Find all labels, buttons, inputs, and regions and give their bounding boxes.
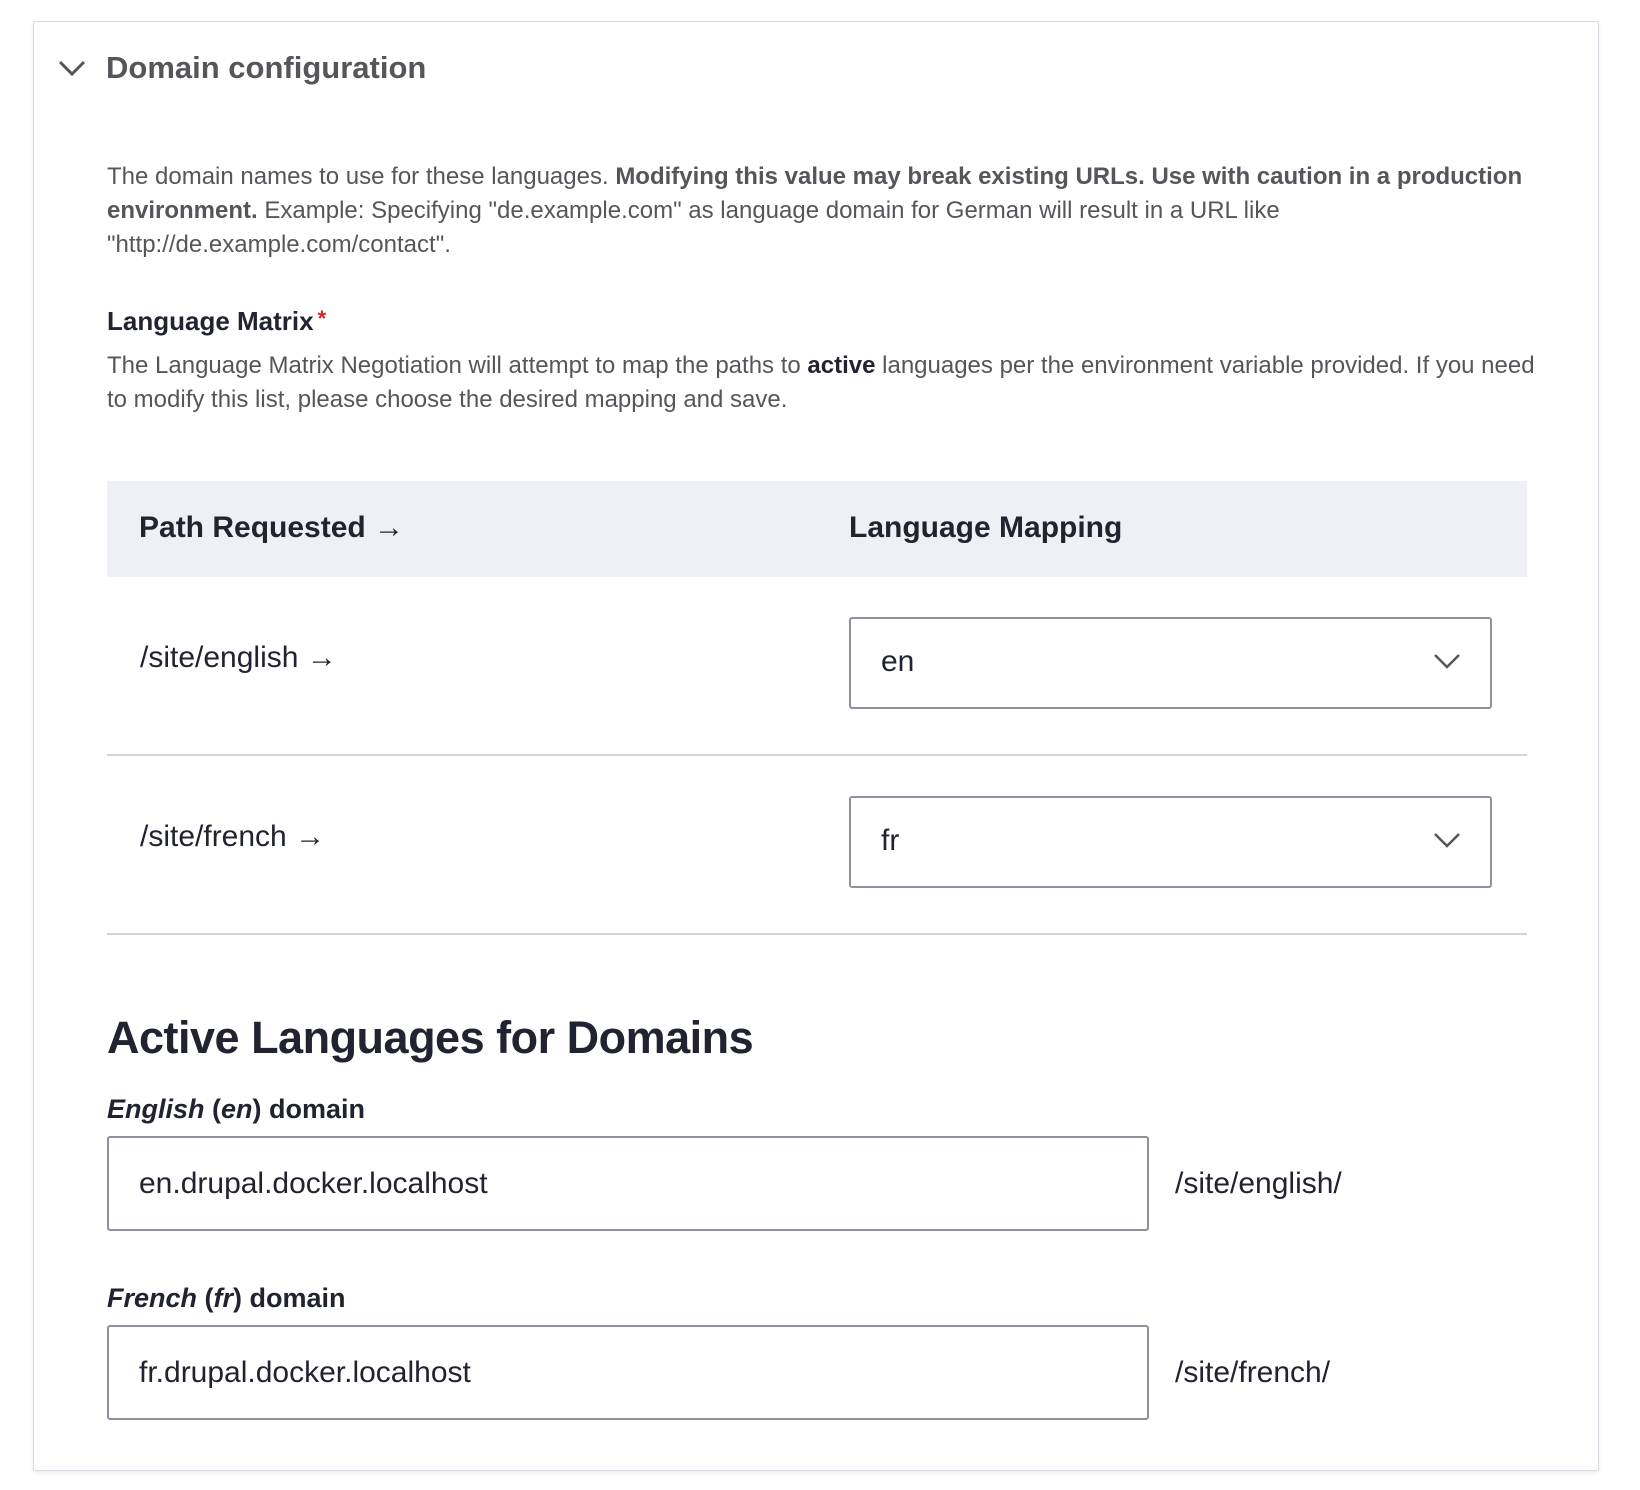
matrix-desc-bold: active [807, 352, 876, 379]
details-summary-toggle[interactable] [58, 50, 426, 86]
selected-value: en [881, 645, 915, 678]
english-domain-label: English (en) domain [107, 1094, 366, 1124]
table-row [107, 577, 1527, 756]
path-requested: /site/english → [140, 641, 337, 674]
header-language-mapping: Language Mapping [849, 511, 1123, 544]
path-requested: /site/french → [140, 820, 326, 853]
description-intro: The domain names to use for these languages. [107, 163, 616, 190]
description-warning: Modifying this value may break existing URLs. Use with caution in a production environment. [107, 163, 1523, 224]
domain-configuration-details [33, 21, 1599, 1471]
language-matrix-label-text: Language Matrix [107, 306, 314, 336]
lang-code: en [221, 1094, 253, 1124]
matrix-desc-before: The Language Matrix Negotiation will attempt to map the paths to [107, 352, 808, 379]
table-header [107, 481, 1527, 577]
french-domain-input[interactable] [107, 1325, 1149, 1420]
domain-description [107, 160, 1547, 262]
english-domain-input[interactable] [107, 1136, 1149, 1231]
selected-value: fr [881, 824, 900, 857]
chevron-down-icon [58, 59, 86, 77]
language-matrix-table [107, 481, 1527, 935]
active-languages-heading: Active Languages for Domains [107, 1012, 754, 1063]
language-mapping-select-english[interactable] [849, 617, 1492, 709]
french-path-suffix: /site/french/ [1175, 1356, 1331, 1389]
table-row [107, 756, 1527, 935]
label-suffix: domain [242, 1283, 346, 1313]
description-example: Example: Specifying "de.example.com" as language domain for German will result in a URL like "http://de.example.com/contact". [107, 197, 1280, 258]
language-mapping-select-french[interactable] [849, 796, 1492, 888]
matrix-desc-after: languages per the environment variable provided. If you need to modify this list, please choose the desired mapping and save. [107, 352, 1535, 413]
language-matrix-label [107, 306, 326, 337]
label-suffix: domain [261, 1094, 366, 1124]
required-marker: * [317, 306, 327, 331]
language-matrix-description [107, 349, 1547, 417]
lang-name: English [107, 1094, 205, 1124]
english-path-suffix: /site/english/ [1175, 1167, 1342, 1200]
french-domain-label: French (fr) domain [107, 1283, 346, 1313]
lang-code: fr [213, 1283, 234, 1313]
details-title: Domain configuration [106, 50, 427, 85]
header-path-requested: Path Requested → [139, 511, 405, 544]
lang-name: French [107, 1283, 198, 1313]
